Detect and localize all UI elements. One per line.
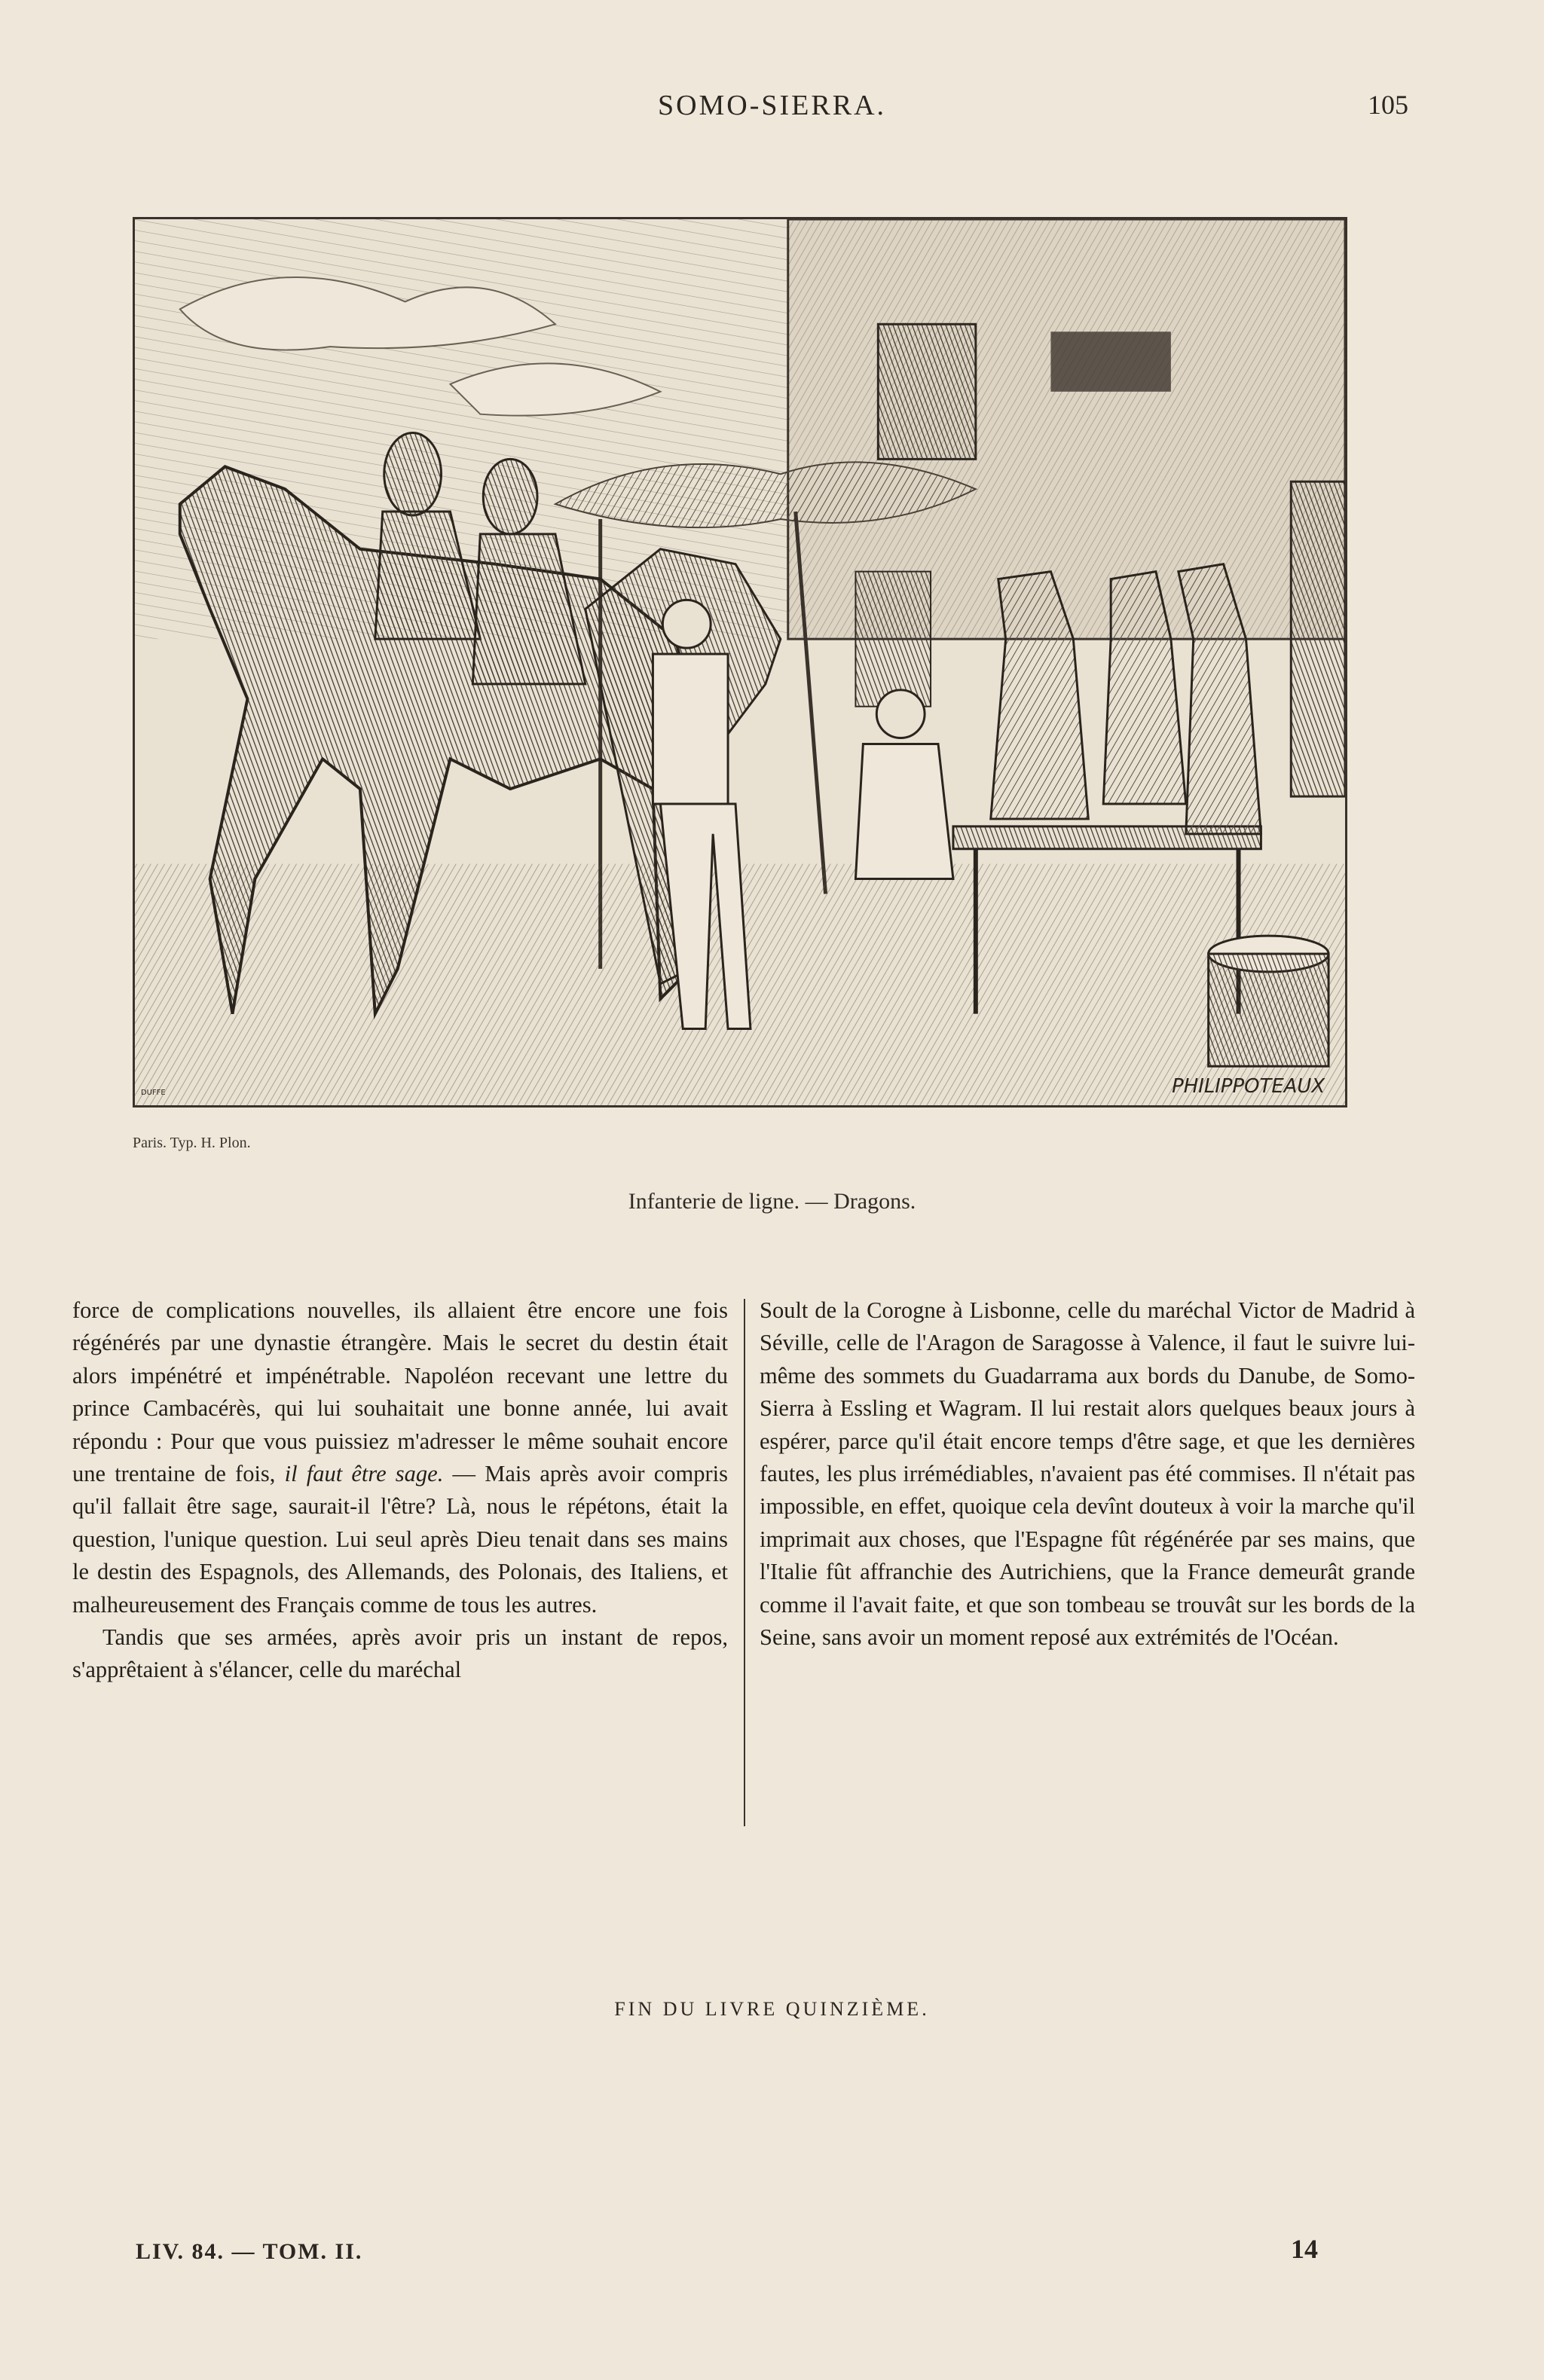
sheet-number: 14: [1291, 2234, 1318, 2264]
dragoon-rider-2: [483, 459, 537, 533]
seated-soldier: [876, 690, 925, 738]
italic-quote: il faut être sage.: [284, 1461, 444, 1487]
artist-signature: PHILIPPOTEAUX: [1172, 1075, 1325, 1098]
illustration-caption: Infanterie de ligne. — Dragons.: [628, 1189, 916, 1214]
infantryman-standing: [662, 600, 711, 648]
signature-mark: LIV. 84. — TOM. II.: [136, 2239, 363, 2264]
running-head: [0, 84, 1544, 130]
engraving-drawing: [135, 219, 1345, 1105]
dragoon-rider-1: [384, 433, 442, 515]
left-paragraph-1: force de complications nouvelles, ils allaient être encore une fois régénérés par une dynastie étrangère. Mais le secret du destin était alors impénétré et impénétrable. Napoléon recevant une lettre du prince Cambacérès, qui lui souhaitait une bonne année, lui avait répondu : Pour que vous puissiez m'adresser le même souhait encore une trentaine de fois, il faut être sage. — Mais après avoir compris qu'il fallait être sage, saurait-il l'être? Là, nous le répétons, était la question, l'unique question. Lui seul après Dieu tenait dans ses mains le destin des Espagnols, des Allemands, des Polonais, des Italiens, et malheureusement des Français comme de tous les autres.: [72, 1297, 729, 1618]
left-paragraph-2: Tandis que ses armées, après avoir pris un instant de repos, s'apprêtaient à s'élancer, celle du maréchal: [72, 1624, 728, 1683]
engraving-illustration: [133, 217, 1347, 1108]
right-paragraph-1: Soult de la Corogne à Lisbonne, celle du maréchal Victor de Madrid à Séville, celle de l'Aragon de Saragosse à Valence, il faut le suivre lui-même des sommets du Guadarrama aux bords du Danube, de Somo-Sierra à Essling et Wagram. Il lui restait alors quelques beaux jours à espérer, parce qu'il était encore temps d'être sage, et que les dernières fautes, les plus irrémédiables, n'avaient pas été commises. Il n'était pas impossible, en effet, quoique cela devînt douteux à voir la marche qu'il imprimait aux choses, que l'Espagne fût régénérée par ses mains, que l'Italie fût affranchie des Autrichiens, que la France demeurât grande comme il l'avait faite, et que son tombeau se trouvât sur les bords de la Seine, sans avoir un moment reposé aux extrémités de l'Océan.: [760, 1297, 1415, 1651]
end-of-book-note: FIN DU LIVRE QUINZIÈME.: [614, 1998, 930, 2020]
text-columns: [72, 1294, 1429, 1837]
left-column: [72, 1294, 728, 1687]
page-number: 105: [1368, 90, 1408, 120]
engraver-signature: DUFFE: [140, 1089, 166, 1098]
printer-credit: Paris. Typ. H. Plon.: [133, 1135, 251, 1151]
right-column: [760, 1294, 1415, 1654]
column-divider: [744, 1299, 745, 1826]
running-title: SOMO-SIERRA.: [657, 90, 887, 121]
